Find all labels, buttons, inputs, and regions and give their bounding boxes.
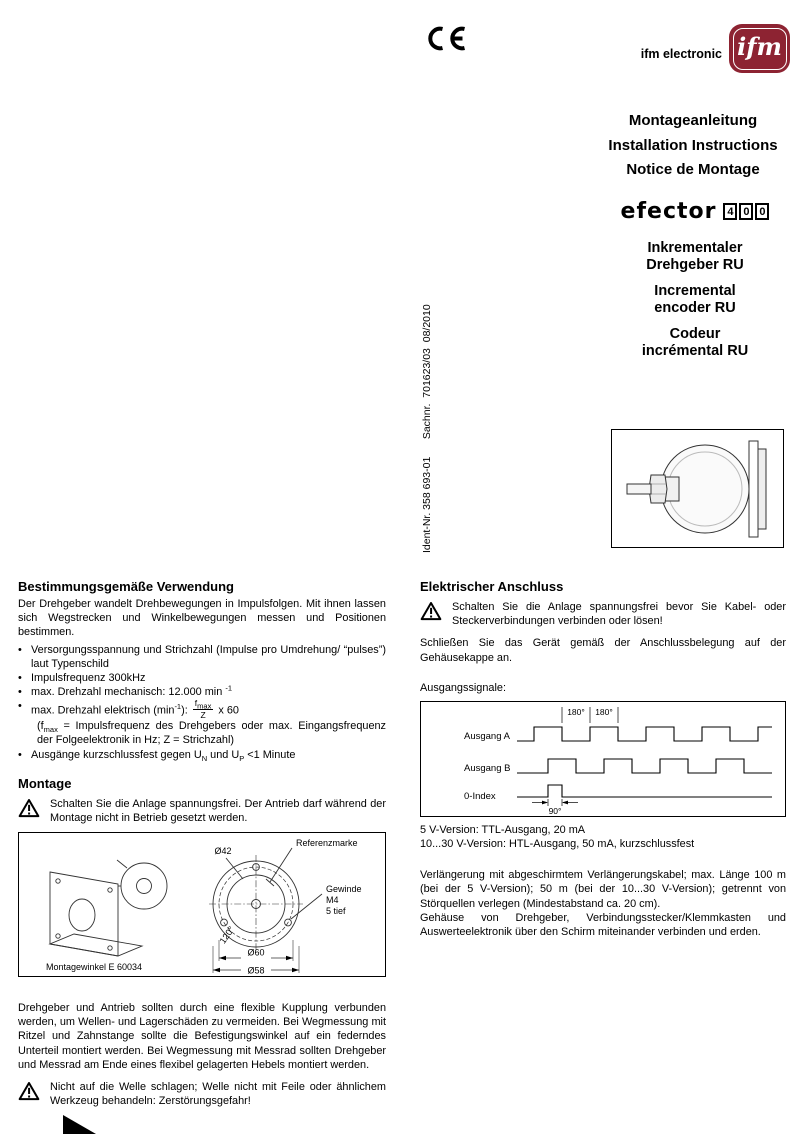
product-fr-line2: incrémental RU <box>641 342 749 359</box>
mounting-drawing <box>20 834 384 975</box>
numerator-base: f <box>194 698 198 709</box>
warning-icon <box>420 600 444 628</box>
efector-digit: 4 <box>723 203 737 220</box>
brand-name: ifm electronic <box>640 47 722 61</box>
subscript: max <box>43 725 58 735</box>
mounting-figure <box>18 832 386 977</box>
efector-logo <box>592 199 798 224</box>
dim-d60-label: Ø60 <box>247 947 265 958</box>
grounding-text: Gehäuse von Drehgeber, Verbindungsstecker/Klemmkasten und Auswerteelektronik über den Schirm miteinander verbinden und erden. <box>420 911 786 938</box>
product-name-en <box>592 283 798 316</box>
reference-mark-label: Referenzmarke <box>296 838 358 849</box>
superscript: -1 <box>225 683 232 693</box>
ifm-logo-text: ifm <box>737 32 782 61</box>
list-item <box>18 685 386 699</box>
ce-mark-icon <box>421 25 467 57</box>
intro-paragraph: Der Drehgeber wandelt Drehbewegungen in Impulsfolgen. Mit ihnen lassen sich Wegstrecken und Winkelbewegungen messen und Positionen bestimmen. <box>18 598 386 639</box>
bullet5-post: <1 Minute <box>244 748 296 761</box>
efector-digit: 0 <box>739 203 753 220</box>
bullet-icon: • <box>18 748 22 761</box>
channel-a-label: Ausgang A <box>464 730 510 742</box>
product-names <box>592 240 798 369</box>
extension-paragraph <box>420 868 786 939</box>
product-de-line2: Drehgeber RU <box>646 256 744 273</box>
waveform-b <box>517 759 772 773</box>
deg180-label-2: 180° <box>595 706 613 717</box>
thread-label-2: M4 <box>326 895 339 906</box>
output-signals-box <box>420 701 786 817</box>
formula-note <box>37 719 386 747</box>
product-en-line2: encoder RU <box>654 299 736 316</box>
bullet-icon: • <box>18 686 22 699</box>
superscript: -1 <box>174 702 182 712</box>
bullet-icon: • <box>18 700 22 713</box>
product-name-de <box>592 240 798 273</box>
formula-mid: ): <box>181 704 191 717</box>
encoder-image <box>611 429 784 548</box>
deg180-label-1: 180° <box>567 706 585 717</box>
list-item <box>18 699 386 747</box>
ce-mark-text <box>467 25 468 26</box>
bullet-text: Impulsfrequenz 300kHz <box>31 671 146 684</box>
angle-label: 120° <box>217 924 237 946</box>
spec-list <box>18 643 386 762</box>
warning-icon <box>18 797 42 825</box>
section-heading-anschluss: Elektrischer Anschluss <box>420 579 564 594</box>
product-en-line1: Incremental <box>654 283 736 299</box>
figure-caption: Montagewinkel E 60034 <box>46 962 143 973</box>
bullet5-pre: Ausgänge kurzschlussfest gegen U <box>31 748 202 761</box>
title-german: Montageanleitung <box>628 112 758 129</box>
version-info <box>420 823 786 851</box>
section-heading-montage: Montage <box>18 775 72 791</box>
deg90-label: 90° <box>548 805 562 815</box>
bullet-icon: • <box>18 643 22 656</box>
warning-icon <box>18 1080 42 1108</box>
output-signals-diagram <box>422 703 784 815</box>
dim-d58-label: Ø58 <box>247 965 265 976</box>
subscript: N <box>201 753 208 763</box>
version-5v: 5 V-Version: TTL-Ausgang, 20 mA <box>420 823 586 836</box>
formula-post: x 60 <box>215 704 239 717</box>
channel-b-label: Ausgang B <box>464 762 511 774</box>
product-name-fr <box>592 326 798 359</box>
warning-block <box>18 1080 386 1108</box>
waveform-a <box>517 727 772 741</box>
product-de-line1: Inkrementaler <box>647 240 743 256</box>
warning-block <box>420 600 786 628</box>
subscript: P <box>239 753 245 763</box>
bullet-text <box>31 748 386 762</box>
ifm-logo-ring <box>733 28 787 70</box>
bullet5-mid: und U <box>207 748 240 761</box>
connection-paragraph: Schließen Sie das Gerät gemäß der Anschlussbelegung auf der Gehäusekappe an. <box>420 637 786 664</box>
bullet-icon: • <box>18 671 22 684</box>
warning-text: Schalten Sie die Anlage spannungsfrei. Der Antrieb darf während der Montage nicht in Betrieb gesetzt werden. <box>50 797 386 824</box>
version-10-30v: 10...30 V-Version: HTL-Ausgang, 50 mA, kurzschlussfest <box>420 838 695 851</box>
subscript: max <box>197 701 212 711</box>
product-fr-line1: Codeur <box>669 326 721 342</box>
formula-pre: max. Drehzahl elektrisch (min <box>31 704 175 717</box>
bullet-text-main: max. Drehzahl mechanisch: 12.000 min <box>31 686 223 699</box>
list-item <box>18 748 386 762</box>
zero-index-label: 0-Index <box>464 790 496 802</box>
thread-label-3: 5 tief <box>326 906 346 917</box>
efector-digit: 0 <box>755 203 769 220</box>
thread-label-1: Gewinde <box>326 884 362 895</box>
fraction <box>193 699 214 719</box>
ident-number-vertical: Ident-Nr. 358 693-01 Sachnr. 701623/03 08/2010 <box>421 304 433 553</box>
warning-block <box>18 797 386 825</box>
fraction-denominator: Z <box>200 709 206 720</box>
right-column <box>420 579 786 939</box>
note-pre: (f <box>37 720 44 733</box>
document-titles <box>585 109 801 183</box>
dim-d42-label: Ø42 <box>214 846 232 857</box>
efector-logo-text: efector <box>620 199 717 224</box>
title-english: Installation Instructions <box>608 136 778 154</box>
ifm-logo <box>729 24 790 73</box>
note-post: = Impulsfrequenz des Drehgebers oder max. Eingangsfrequenz der Folgeelektronik in Hz; Z = Strichzahl) <box>37 720 386 747</box>
section-heading-verwendung: Bestimmungsgemäße Verwendung <box>18 579 234 594</box>
coupling-paragraph: Drehgeber und Antrieb sollten durch eine flexible Kupplung verbunden werden, um Wellen- und Lagerschäden zu vermeiden. Bei Wegmessung mit Ritzel und Zahnstange sollte die Befestigungswinkel auf ein federndes Unterteil montiert werden. Bei Wegmessung mit Messrad sollten Drehgeber und Messrad am Ende eines flexibel gelagerten Hebels montiert werden. <box>18 1002 386 1071</box>
bullet-text <box>31 685 386 699</box>
waveform-index <box>517 785 772 797</box>
extension-cable-text: Verlängerung mit abgeschirmtem Verlängerungskabel; max. Länge 100 m (bei der 5 V-Version); 50 m (bei der 10...30 V-Version); getrennt von Störquellen verlegen (Mindestabstand ca. 20 cm). <box>420 869 786 910</box>
list-item <box>18 671 386 685</box>
warning-text: Nicht auf die Welle schlagen; Welle nicht mit Feile oder ähnlichem Werkzeug behandeln: Zerstörungsgefahr! <box>50 1080 386 1108</box>
encoder-drawing <box>617 435 779 543</box>
warning-text: Schalten Sie die Anlage spannungsfrei bevor Sie Kabel- oder Steckerverbindungen verbinden oder lösen! <box>452 601 786 628</box>
left-column <box>18 579 386 1108</box>
title-french: Notice de Montage <box>626 161 760 178</box>
bullet-text: Versorgungsspannung und Strichzahl (Impulse pro Umdrehung/ “pulses”) laut Typenschild <box>31 643 386 670</box>
list-item <box>18 643 386 671</box>
bullet-text <box>31 699 386 747</box>
signals-label: Ausgangssignale: <box>420 681 506 694</box>
fraction-numerator <box>193 699 214 710</box>
print-mark <box>63 1115 96 1134</box>
